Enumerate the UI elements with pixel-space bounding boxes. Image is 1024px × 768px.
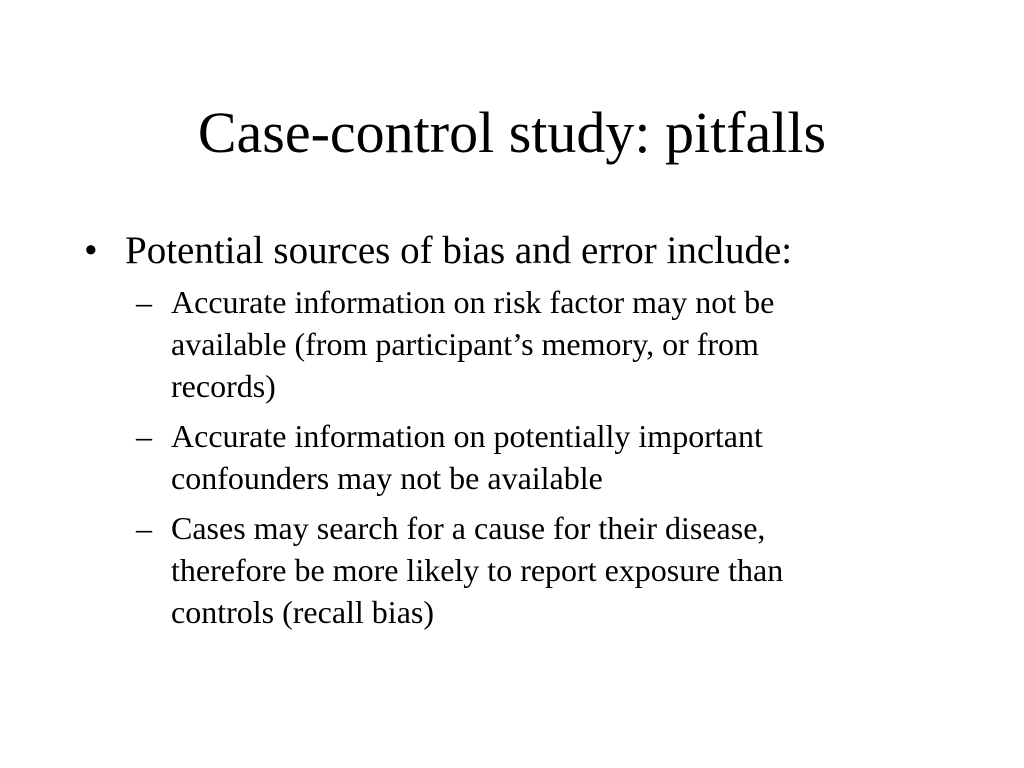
sub-bullet-item <box>136 415 961 499</box>
sub-bullet-line: Cases may search for a cause for their disease, <box>171 510 766 546</box>
bullet-marker: • <box>84 229 98 272</box>
dash-marker: – <box>136 510 152 546</box>
sub-bullet-item <box>136 507 961 633</box>
sub-bullet-line: records) <box>171 368 276 404</box>
bullet-item <box>84 226 964 276</box>
sub-bullet-line: Accurate information on risk factor may not be <box>171 284 775 320</box>
sub-bullet-line: Accurate information on potentially important <box>171 418 763 454</box>
sub-bullet-list <box>84 281 964 633</box>
sub-bullet-line: confounders may not be available <box>171 460 603 496</box>
sub-bullet-line: controls (recall bias) <box>171 594 434 630</box>
dash-marker: – <box>136 418 152 454</box>
sub-bullet-line: available (from participant’s memory, or from <box>171 326 759 362</box>
dash-marker: – <box>136 284 152 320</box>
sub-bullet-item <box>136 281 961 407</box>
sub-bullet-line: therefore be more likely to report exposure than <box>171 552 784 588</box>
slide-body <box>84 226 964 641</box>
slide-title: Case-control study: pitfalls <box>197 100 827 165</box>
bullet-text: Potential sources of bias and error include: <box>125 229 793 272</box>
